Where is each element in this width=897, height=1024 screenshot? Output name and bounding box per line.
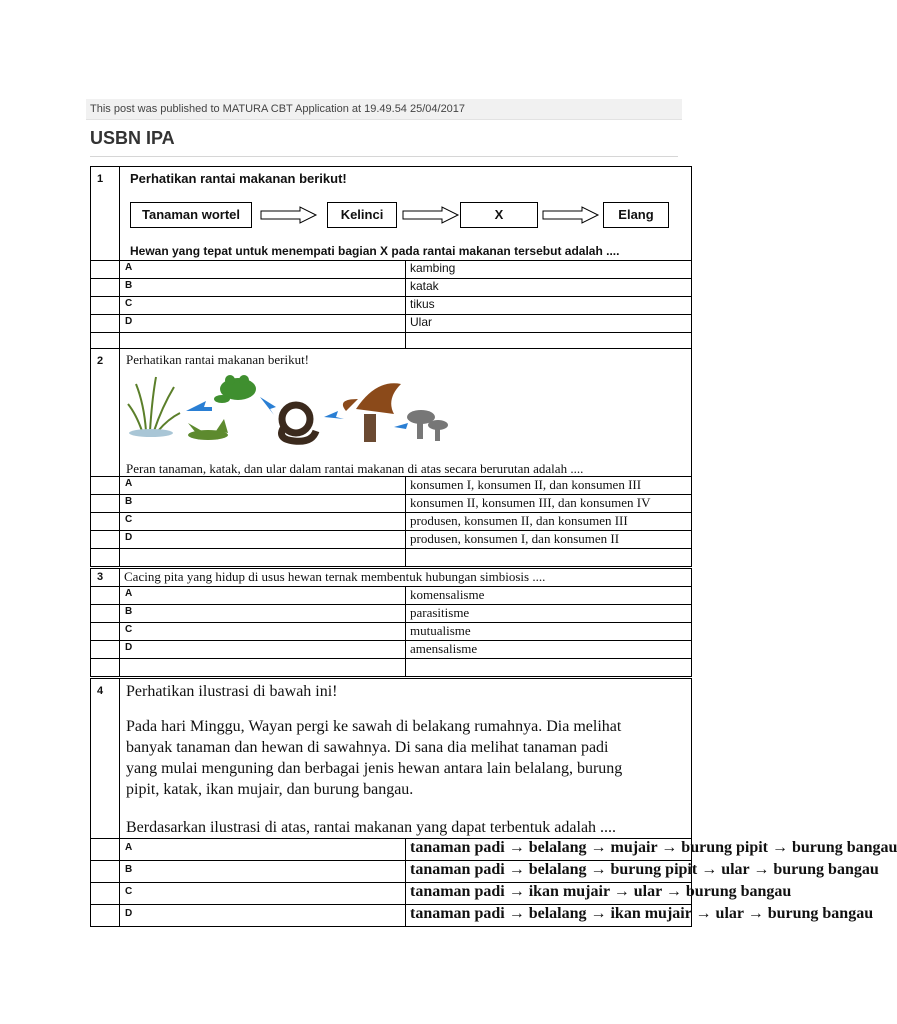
question-number: 3	[91, 569, 120, 587]
option-a[interactable]: konsumen I, konsumen II, dan konsumen III	[406, 477, 692, 495]
chain-box-4: Elang	[603, 202, 669, 228]
option-letter: A	[120, 477, 406, 495]
option-d[interactable]: Ular	[406, 315, 692, 333]
story-paragraph	[126, 716, 622, 800]
option-letter: B	[120, 861, 406, 883]
option-d[interactable]: tanaman padi → belalang → ikan mujair → ular → burung bangau	[406, 905, 692, 927]
option-letter: D	[120, 531, 406, 549]
option-letter: A	[120, 261, 406, 279]
option-b[interactable]: parasitisme	[406, 605, 692, 623]
page-title: USBN IPA	[90, 128, 175, 148]
chain-box-x: X	[460, 202, 538, 228]
option-letter: C	[120, 513, 406, 531]
question-2-table	[90, 348, 692, 567]
chain-arrow-2-icon	[402, 207, 460, 223]
option-letter: D	[120, 905, 406, 927]
option-b[interactable]: tanaman padi → belalang → burung pipit → ular → burung bangau	[406, 861, 692, 883]
chain-box-2: Kelinci	[327, 202, 397, 228]
question-3-table	[90, 568, 692, 677]
chain-arrow-3-icon	[542, 207, 600, 223]
story-line: pipit, katak, ikan mujair, dan burung bangau.	[126, 781, 414, 798]
option-letter: B	[120, 495, 406, 513]
option-letter: B	[120, 605, 406, 623]
question-4-table	[90, 678, 897, 927]
story-line: banyak tanaman dan hewan di sawahnya. Di sana dia melihat tanaman padi	[126, 739, 609, 756]
option-letter: A	[120, 839, 406, 861]
chain-box-1: Tanaman wortel	[130, 202, 252, 228]
option-b[interactable]: konsumen II, konsumen III, dan konsumen IV	[406, 495, 692, 513]
question-prompt: Perhatikan ilustrasi di bawah ini!	[126, 683, 338, 700]
option-a[interactable]: tanaman padi → belalang → mujair → burung pipit → burung bangau	[406, 839, 692, 861]
option-c[interactable]: produsen, konsumen II, dan konsumen III	[406, 513, 692, 531]
question-1-table	[90, 166, 692, 349]
question-number: 1	[91, 167, 120, 261]
option-a[interactable]: komensalisme	[406, 587, 692, 605]
question-1-stem	[120, 167, 692, 261]
option-a[interactable]: kambing	[406, 261, 692, 279]
option-letter: D	[120, 315, 406, 333]
option-letter: D	[120, 641, 406, 659]
question-number: 4	[91, 679, 120, 839]
question-text: Hewan yang tepat untuk menempati bagian X pada rantai makanan tersebut adalah ....	[130, 244, 620, 258]
question-prompt: Perhatikan rantai makanan berikut!	[130, 171, 347, 186]
story-line: yang mulai menguning dan berbagai jenis hewan antara lain belalang, burung	[126, 760, 623, 777]
question-text: Peran tanaman, katak, dan ular dalam rantai makanan di atas secara berurutan adalah ....	[126, 461, 584, 476]
option-letter: C	[120, 623, 406, 641]
option-c[interactable]: tikus	[406, 297, 692, 315]
title-divider	[90, 156, 678, 157]
question-2-stem	[120, 349, 692, 477]
question-text: Cacing pita yang hidup di usus hewan ternak membentuk hubungan simbiosis ....	[120, 569, 692, 587]
chain-arrow-1-icon	[260, 207, 318, 223]
option-letter: C	[120, 297, 406, 315]
story-line: Pada hari Minggu, Wayan pergi ke sawah di belakang rumahnya. Dia melihat	[126, 718, 622, 735]
option-b[interactable]: katak	[406, 279, 692, 297]
option-c[interactable]: tanaman padi → ikan mujair → ular → burung bangau	[406, 883, 692, 905]
question-text: Berdasarkan ilustrasi di atas, rantai makanan yang dapat terbentuk adalah ....	[126, 819, 617, 836]
option-d[interactable]: amensalisme	[406, 641, 692, 659]
option-c[interactable]: mutualisme	[406, 623, 692, 641]
food-chain-illustration-icon	[126, 369, 452, 451]
question-4-stem	[120, 679, 692, 839]
question-number: 2	[91, 349, 120, 477]
option-letter: A	[120, 587, 406, 605]
publish-banner: This post was published to MATURA CBT Application at 19.49.54 25/04/2017	[86, 99, 682, 120]
option-d[interactable]: produsen, konsumen I, dan konsumen II	[406, 531, 692, 549]
question-prompt: Perhatikan rantai makanan berikut!	[126, 352, 310, 367]
option-letter: C	[120, 883, 406, 905]
option-letter: B	[120, 279, 406, 297]
